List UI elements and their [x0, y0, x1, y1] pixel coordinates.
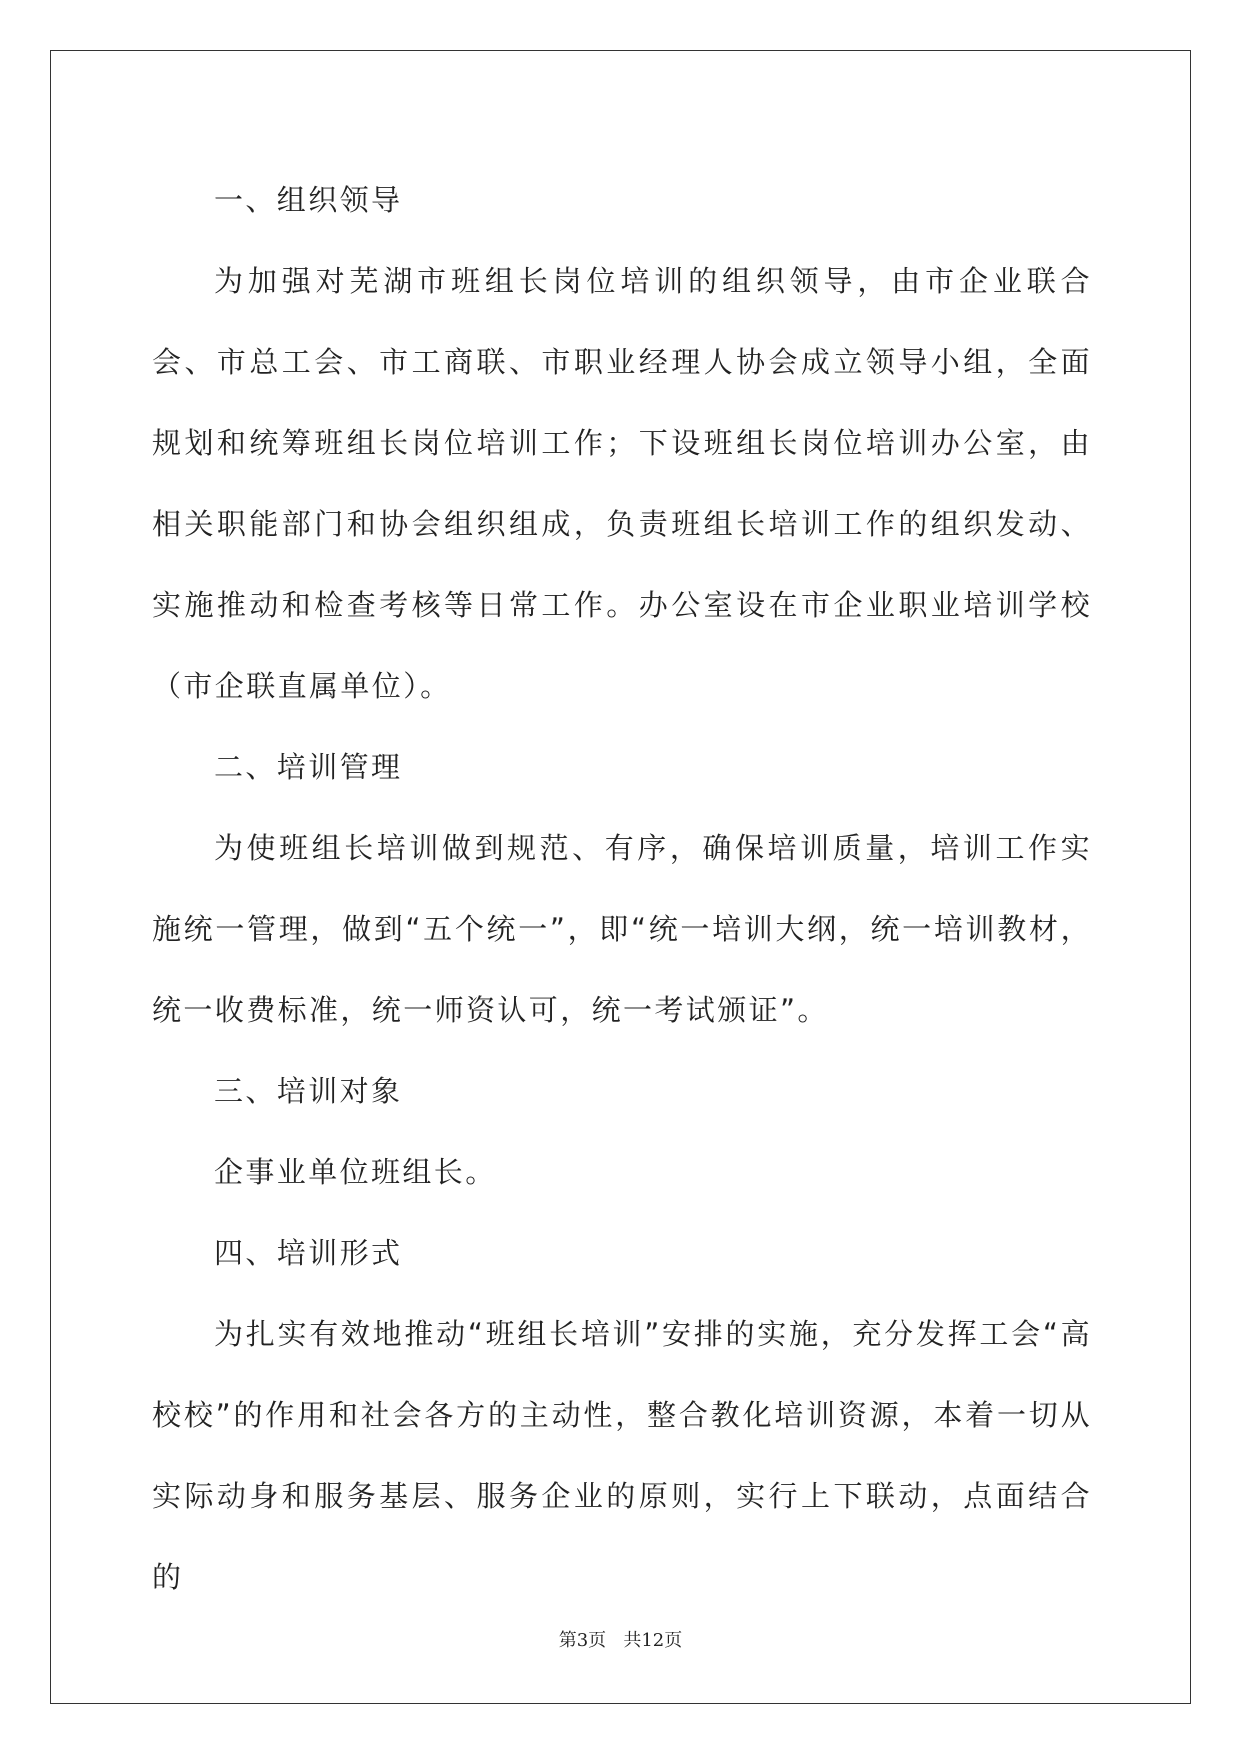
paragraph-organization: 为加强对芜湖市班组长岗位培训的组织领导，由市企业联合会、市总工会、市工商联、市职业经理人协会成立领导小组，全面规划和统筹班组长岗位培训工作；下设班组长岗位培训办公室，由相关职能部门和协会组织组成，负责班组长培训工作的组织发动、实施推动和检查考核等日常工作。办公室设在市企业职业培训学校（市企联直属单位）。: [152, 264, 1092, 703]
document-body: [152, 160, 1092, 1618]
section-heading-target: 三、培训对象: [214, 1074, 403, 1108]
paragraph-target: 企事业单位班组长。: [214, 1155, 497, 1189]
section-heading-format: 四、培训形式: [214, 1236, 403, 1270]
section-heading-management: 二、培训管理: [214, 750, 403, 784]
paragraph-format: 为扎实有效地推动“班组长培训”安排的实施，充分发挥工会“高校校”的作用和社会各方的主动性，整合教化培训资源，本着一切从实际动身和服务基层、服务企业的原则，实行上下联动，点面结合的: [152, 1317, 1092, 1594]
page-number: 第3页 共12页: [558, 1630, 683, 1651]
paragraph-management: 为使班组长培训做到规范、有序，确保培训质量，培训工作实施统一管理，做到“五个统一”，即“统一培训大纲，统一培训教材，统一收费标准，统一师资认可，统一考试颁证”。: [152, 831, 1092, 1027]
section-heading-organization: 一、组织领导: [214, 183, 403, 217]
